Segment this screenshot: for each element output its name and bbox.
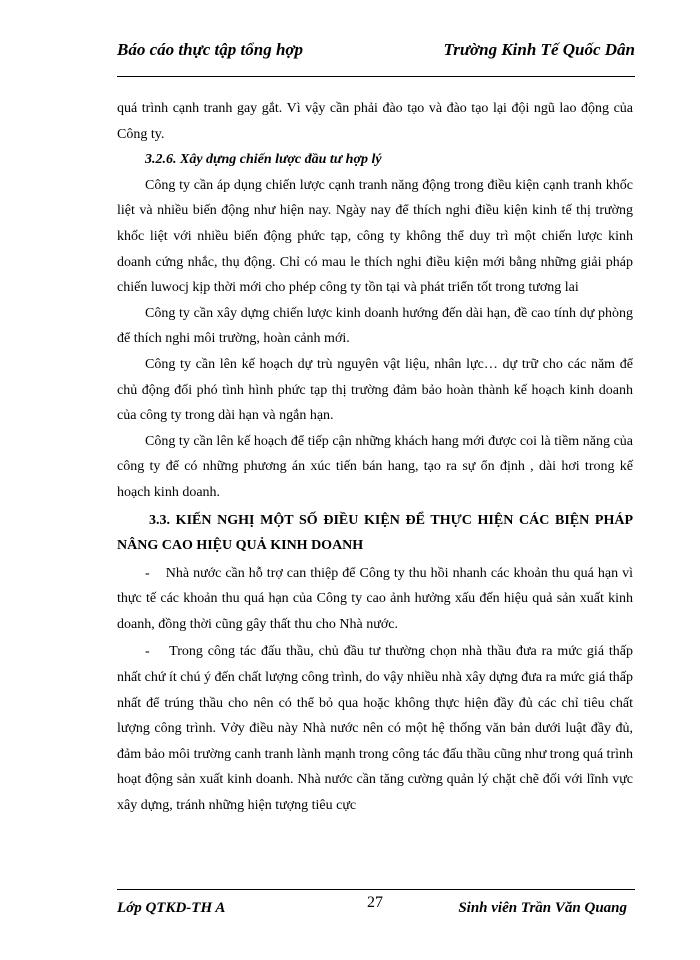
page-footer (117, 889, 635, 930)
header-university-name: Trường Kinh Tế Quốc Dân (443, 40, 635, 59)
page-number: 27 (367, 894, 383, 911)
paragraph: Công ty cần lên kế hoạch dự trù nguyên vật liệu, nhân lực… dự trữ cho các năm để chủ động đối phó tình hình phức tạp thị trường đảm bảo hoàn thành kế hoạch kinh doanh của công ty trong dài hạn và ngắn hạn. (117, 356, 633, 424)
footer-student-name: Sinh viên Trần Văn Quang (458, 900, 627, 916)
bullet-text: Nhà nước cần hỗ trợ can thiệp để Công ty thu hồi nhanh các khoản thu quá hạn vì thực tế các khoản thu quá hạn của Công ty cao ảnh hưởng xấu đến hiệu quả sản xuất kinh doanh, đồng thời cũng gây thất thu cho Nhà nước. (117, 565, 633, 632)
bullet-marker: - (145, 644, 150, 660)
bullet-item (117, 639, 633, 818)
bullet-marker: - (145, 565, 150, 581)
paragraph-continuation: quá trình cạnh tranh gay gắt. Vì vậy cần phải đào tạo và đào tạo lại đội ngũ lao động của Công ty. (117, 101, 633, 142)
header-report-title: Báo cáo thực tập tổng hợp (117, 40, 304, 59)
subsection-heading: 3.2.6. Xây dựng chiến lược đầu tư hợp lý (145, 152, 382, 168)
page-header (117, 30, 635, 77)
paragraph: Công ty cần lên kế hoạch để tiếp cận những khách hang mới được coi là tiềm năng của công ty để có những phương án xúc tiến bán hang, tạo ra sự ổn định , dài hơi trong kế hoạch kinh doanh. (117, 433, 633, 500)
paragraph: Công ty cần áp dụng chiến lược cạnh tranh năng động trong điều kiện cạnh tranh khốc liệt và nhiều biến động như hiện nay. Ngày nay để thích nghi điều kiện kinh tế thị trường khốc liệt với nhiều biến động phức tạp, công ty không thể duy trì một chiến lược kinh doanh cứng nhắc, thụ động. Chỉ có mau le thích nghi điều kiện mới bằng những giải pháp chiến luwocj kịp thời mới cho phép công ty tồn tại và phát triển tốt trong tương lai (117, 177, 633, 296)
bullet-item (117, 561, 633, 638)
footer-class-name: Lớp QTKD-TH A (117, 900, 226, 916)
page-body (117, 96, 633, 819)
section-heading: 3.3. KIẾN NGHỊ MỘT SỐ ĐIỀU KIỆN ĐỂ THỰC HIỆN CÁC BIỆN PHÁP NÂNG CAO HIỆU QUẢ KINH DOANH (117, 512, 633, 554)
bullet-text: Trong công tác đấu thầu, chủ đầu tư thường chọn nhà thầu đưa ra mức giá thấp nhất chứ ít chú ý đến chất lượng công trình, do vậy nhiều nhà xây dựng đưa ra mức giá thấp nhất để trúng thầu cho nên có thể bỏ qua hoặc không thực hiện đầy đủ các chỉ tiêu chất lượng công trình. Vởy điều này Nhà nước nên có một hệ thống văn bản dưới luật đầy đủ, đảm bảo môi trường canh tranh lành mạnh trong công tác đấu thầu cũng như trong quá trình hoạt động sản xuất kinh doanh. Nhà nước cần tăng cường quản lý chặt chẽ đối với lĩnh vực xây dựng, tránh những hiện tượng tiêu cực (117, 644, 634, 814)
paragraph: Công ty cần xây dựng chiến lược kinh doanh hướng đến dài hạn, đề cao tính dự phòng để thích nghi môi trường, hoàn cảnh mới. (117, 305, 633, 347)
